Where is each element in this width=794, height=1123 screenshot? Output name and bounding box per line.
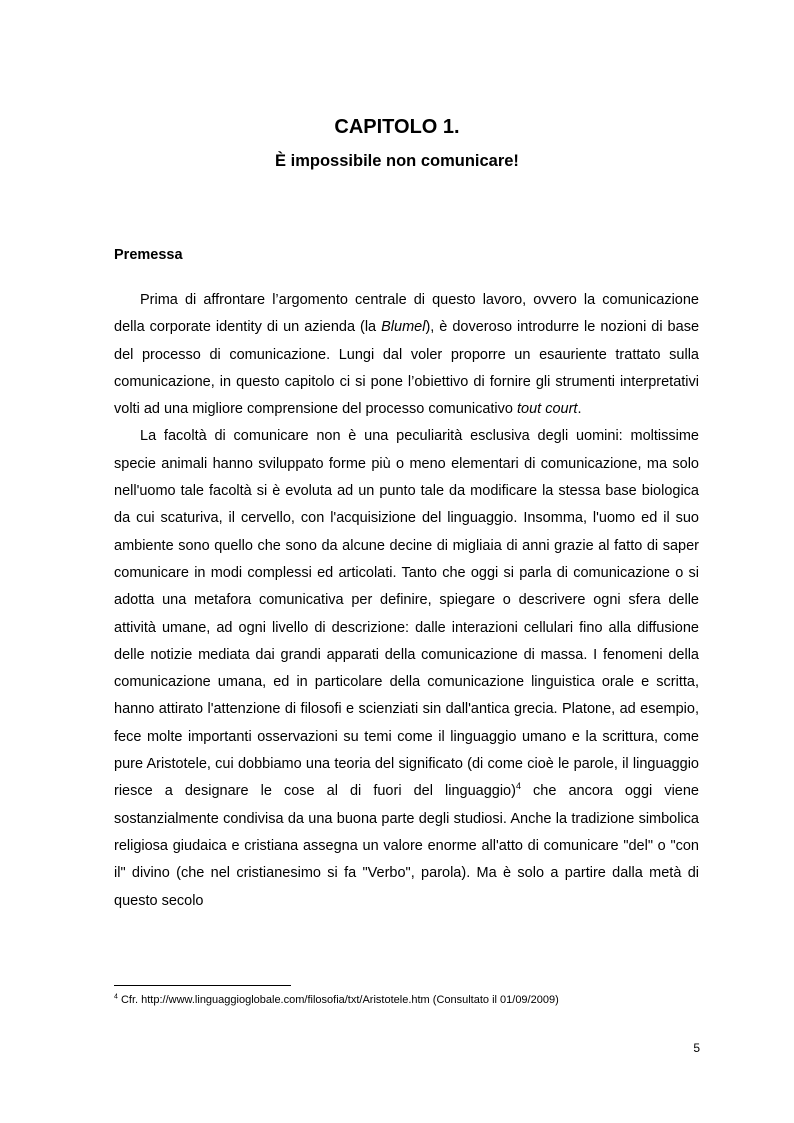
paragraph [114,423,699,914]
section-heading: Premessa [114,247,183,263]
text-run: . [577,401,582,418]
paragraph [114,287,699,423]
chapter-label: CAPITOLO 1. [334,116,460,138]
footnote-divider [114,985,291,986]
text-run: che ancora oggi viene sostanzialmente condivisa da una buona parte degli studiosi. Anche la tradizione simbolica religiosa giudaica e cristiana assegna un valore enorme all'atto di comunicare "del" o "con il" divino (che nel cristianesimo si fa "Verbo", parola). Ma è solo a partire dalla metà di questo secolo [114,783,699,909]
footnote [114,993,699,1008]
body-text [114,287,699,915]
footnote-text: Cfr. http://www.linguaggioglobale.com/filosofia/txt/Aristotele.htm (Consultato il 01/09/2009) [117,994,559,1006]
page-number: 5 [693,1041,700,1055]
chapter-title: È impossibile non comunicare! [275,152,519,170]
footnote-marker: 4 [114,993,118,1001]
text-run: ), è doveroso introdurre le nozioni di base del processo di comunicazione. Lungi dal voler proporre un esauriente trattato sulla comunicazione, in questo capitolo ci si pone l’obiettivo di fornire gli strumenti interpretativi volti ad una migliore comprensione del processo comunicativo [114,319,700,418]
italic-term: Blumel [381,319,426,336]
footnote-reference[interactable]: 4 [515,781,521,792]
text-run: La facoltà di comunicare non è una peculiarità esclusiva degli uomini: moltissime specie animali hanno sviluppato forme più o meno elementari di comunicazione, ma solo nell'uomo tale facoltà si è evoluta ad un punto tale da modificare la stessa base biologica da cui scaturiva, il cervello, con l'acquisizione del linguaggio. Insomma, l'uomo ed il suo ambiente sono quello che sono da alcune decine di migliaia di anni grazie al fatto di saper comunicare in modi complessi ed articolati. Tanto che oggi si parla di comunicazione o si adotta una metafora comunicativa per definire, spiegare o descrivere ogni sfera delle attività umane, ad ogni livello di descrizione: dalle interazioni cellulari fino alla diffusione delle notizie mediata dai grandi apparati della comunicazione di massa. I fenomeni della comunicazione umana, ed in particolare della comunicazione linguistica orale e scritta, hanno attirato l'attenzione di filosofi e scienziati sin dall'antica grecia. Platone, ad esempio, fece molte importanti osservazioni su temi come il linguaggio umano e la scrittura, come pure Aristotele, cui dobbiamo una teoria del significato (di come cioè le parole, il linguaggio riesce a designare le cose al di fuori del linguaggio) [114,428,699,800]
text-run: Prima di affrontare l’argomento centrale di questo lavoro, ovvero la comunicazione della corporate identity di un azienda (la [114,292,699,336]
italic-term: tout court [516,401,578,418]
